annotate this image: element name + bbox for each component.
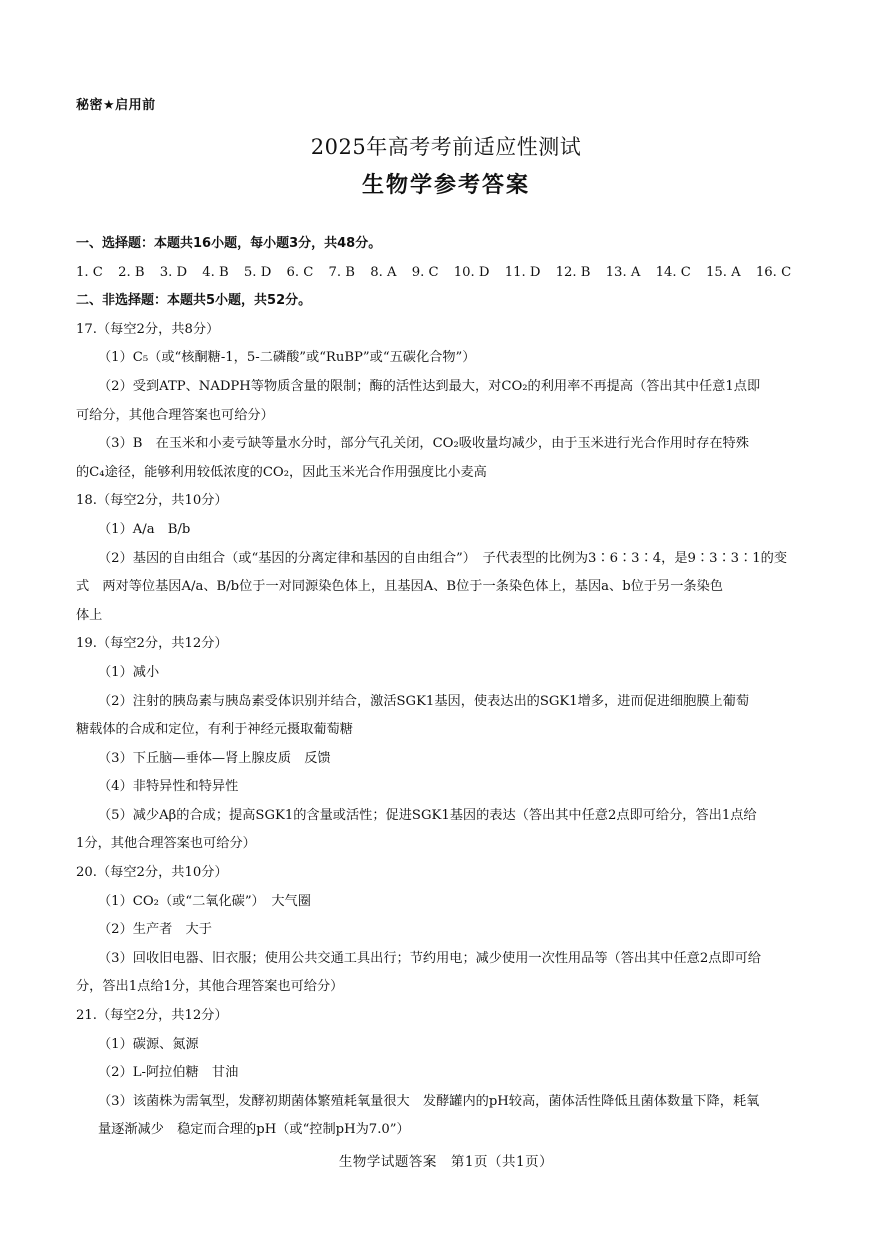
choice-answer: 3. D (159, 264, 188, 280)
choice-answer: 15. A (706, 264, 741, 280)
question-21-line: （1）碳源、氮源 (98, 1036, 199, 1052)
question-19-line: （2）注射的胰岛素与胰岛素受体识别并结合，激活SGK1基因，使表达出的SGK1增多，进而促进细胞膜上葡萄 (98, 693, 750, 709)
choice-answer: 13. A (605, 264, 641, 280)
choice-answer: 6. C (286, 264, 314, 280)
page-footer: 生物学试题答案 第1页（共1页） (338, 1154, 554, 1170)
question-17-line: 可给分，其他合理答案也可给分） (76, 407, 274, 423)
choice-answer: 1. C (76, 264, 103, 280)
question-20-line: 分，答出1点给1分，其他合理答案也可给分） (76, 979, 344, 995)
question-18-line: （1）A/a B/b (98, 521, 191, 537)
question-19-line: （1）减小 (98, 664, 160, 680)
choice-answer: 5. D (243, 264, 272, 280)
choice-answer: 10. D (453, 264, 490, 280)
answer-content (76, 230, 824, 1145)
question-19-line: （3）下丘脑—垂体—肾上腺皮质 反馈 (98, 750, 331, 766)
choice-answers (76, 259, 824, 288)
question-21-line: （2）L-阿拉伯糖 甘油 (98, 1065, 239, 1081)
question-18-head: 18.（每空2分，共10分） (76, 493, 228, 509)
choice-answer: 16. C (755, 264, 792, 280)
section-heading-nonchoice: 二、非选择题：本题共5小题，共52分。 (76, 293, 312, 309)
question-17-line: 的C₄途径，能够利用较低浓度的CO₂，因此玉米光合作用强度比小麦高 (76, 464, 487, 480)
question-17-line: （3）B 在玉米和小麦亏缺等量水分时，部分气孔关闭，CO₂吸收量均减少，由于玉米进行光合作用时存在特殊 (98, 436, 749, 452)
question-18-line: 式 两对等位基因A/a、B/b位于一对同源染色体上，且基因A、B位于一条染色体上，基因a、b位于另一条染色 (76, 579, 723, 595)
question-20-line: （3）回收旧电器、旧衣服；使用公共交通工具出行；节约用电；减少使用一次性用品等（答出其中任意2点即可给 (98, 950, 761, 966)
question-21-line: （3）该菌株为需氧型，发酵初期菌体繁殖耗氧量很大 发酵罐内的pH较高，菌体活性降低且菌体数量下降，耗氧 (98, 1093, 760, 1109)
choice-answer: 11. D (504, 264, 541, 280)
choice-answer: 7. B (328, 264, 355, 280)
choice-answer: 9. C (411, 264, 439, 280)
question-18-line: （2）基因的自由组合（或“基因的分离定律和基因的自由组合”） 子代表型的比例为3∶6∶3∶4，是9∶3∶3∶1的变 (98, 550, 788, 566)
subject-title: 生物学参考答案 (361, 173, 530, 198)
question-20-head: 20.（每空2分，共10分） (76, 865, 228, 881)
question-17-line: （2）受到ATP、NADPH等物质含量的限制；酶的活性达到最大，对CO₂的利用率不再提高（答出其中任意1点即 (98, 378, 761, 394)
choice-answer: 14. C (655, 264, 691, 280)
section-heading-choice: 一、选择题：本题共16小题，每小题3分，共48分。 (76, 236, 382, 251)
question-19-line: （4）非特异性和特异性 (98, 779, 239, 795)
question-17-line: （1）C₅（或“核酮糖-1，5-二磷酸”或“RuBP”或“五碳化合物”） (98, 350, 476, 366)
question-18-line: 体上 (76, 607, 103, 623)
question-19-head: 19.（每空2分，共12分） (76, 636, 228, 652)
question-21-head: 21.（每空2分，共12分） (76, 1008, 228, 1024)
choice-answer: 4. B (202, 264, 229, 280)
question-19-line: （5）减少Aβ的合成；提高SGK1的含量或活性；促进SGK1基因的表达（答出其中任意2点即可给分，答出1点给 (98, 807, 757, 823)
exam-title: 2025年高考考前适应性测试 (310, 135, 582, 159)
question-17-head: 17.（每空2分，共8分） (76, 321, 220, 337)
choice-answer: 8. A (370, 264, 397, 280)
question-20-line: （1）CO₂（或“二氧化碳”） 大气圈 (98, 893, 311, 909)
secret-label: 秘密★启用前 (76, 98, 156, 113)
question-21-line: 量逐渐减少 稳定而合理的pH（或“控制pH为7.0”） (98, 1122, 410, 1138)
question-19-line: 糖载体的合成和定位，有利于神经元摄取葡萄糖 (76, 722, 353, 738)
choice-answer: 2. B (118, 264, 145, 280)
question-19-line: 1分，其他合理答案也可给分） (76, 836, 256, 852)
choice-answer: 12. B (555, 264, 591, 280)
question-20-line: （2）生产者 大于 (98, 922, 212, 938)
